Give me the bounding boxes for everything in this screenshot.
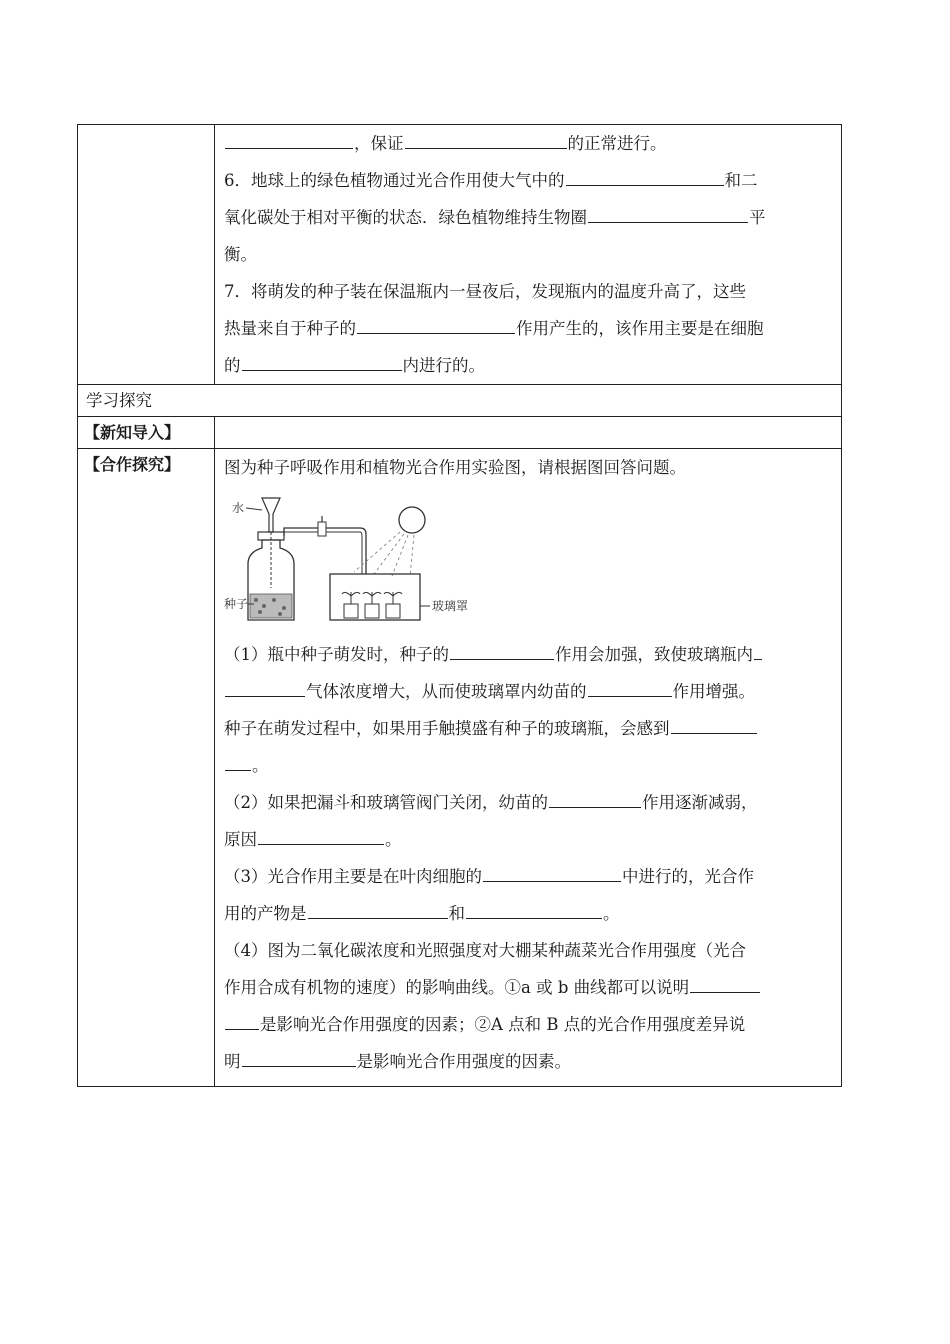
seed-dot	[272, 598, 276, 602]
text: 中进行的，光合作	[622, 867, 754, 886]
answer-blank[interactable]	[225, 752, 251, 771]
light-ray	[410, 535, 414, 576]
text: 作用逐渐减弱，	[642, 793, 758, 812]
text: 明	[224, 1052, 241, 1071]
new-knowledge-content-cell	[215, 417, 842, 449]
cooperative-question-4	[224, 932, 832, 1086]
new-knowledge-label-cell	[78, 417, 215, 449]
experiment-figure	[224, 492, 832, 632]
section-cell	[78, 385, 842, 417]
answer-blank[interactable]	[588, 204, 748, 223]
text: 7．将萌发的种子装在保温瓶内一昼夜后，发现瓶内的温度升高了，这些	[224, 282, 746, 301]
answer-blank[interactable]	[242, 1048, 356, 1067]
text: 衡。	[224, 245, 257, 264]
seed-dot	[254, 598, 258, 602]
seed-dot	[258, 610, 262, 614]
glass-cover-label: 玻璃罩	[432, 599, 469, 613]
light-ray	[392, 535, 408, 576]
text: 热量来自于种子的	[224, 319, 356, 338]
text: 。	[603, 904, 620, 923]
seed-dot	[278, 612, 282, 616]
cooperative-label-cell	[78, 449, 215, 1087]
question-7	[224, 273, 832, 384]
cooperative-label: 【合作探究】	[84, 455, 181, 474]
answer-blank[interactable]	[754, 641, 762, 660]
answer-blank[interactable]	[405, 130, 567, 149]
text: 用的产物是	[224, 904, 307, 923]
answer-blank[interactable]	[225, 130, 353, 149]
text: 原因	[224, 830, 257, 849]
light-ray	[374, 534, 404, 574]
valve-icon	[318, 522, 326, 536]
seed-label: 种子	[224, 597, 249, 611]
new-knowledge-row	[78, 417, 842, 449]
worksheet-table	[77, 124, 842, 1087]
pot-icon	[344, 604, 358, 618]
answer-blank[interactable]	[450, 641, 554, 660]
empty-label-cell	[78, 125, 215, 385]
text: 和	[448, 904, 465, 923]
water-pointer	[246, 508, 262, 510]
answer-blank[interactable]	[225, 678, 305, 697]
answer-blank[interactable]	[566, 167, 724, 186]
answer-blank[interactable]	[258, 826, 384, 845]
text: 作用会加强，致使玻璃瓶内	[555, 645, 753, 664]
text: 作用增强。	[672, 682, 755, 701]
pot-icon	[365, 604, 379, 618]
text: 。	[385, 830, 402, 849]
text: 。	[252, 756, 269, 775]
new-knowledge-label: 【新知导入】	[84, 423, 181, 442]
answer-blank[interactable]	[549, 789, 641, 808]
seedling-icon	[363, 592, 381, 604]
seed-dot	[262, 604, 266, 608]
cooperative-row	[78, 449, 842, 1087]
text: 的正常进行。	[567, 134, 667, 153]
pot-icon	[386, 604, 400, 618]
questions-row	[78, 125, 842, 385]
text: 氧化碳处于相对平衡的状态．绿色植物维持生物圈	[224, 208, 587, 227]
cooperative-content-cell	[215, 449, 842, 1087]
questions-cell	[215, 125, 842, 385]
light-ray	[354, 532, 400, 572]
text: 的	[224, 356, 241, 375]
text: （3）光合作用主要是在叶肉细胞的	[224, 867, 482, 886]
q5-continuation	[224, 125, 832, 162]
text: 作用产生的，该作用主要是在细胞	[516, 319, 764, 338]
text: （1）瓶中种子萌发时，种子的	[224, 645, 449, 664]
answer-blank[interactable]	[357, 315, 515, 334]
lamp-icon	[399, 507, 425, 533]
seeds-icon	[250, 594, 292, 618]
funnel-icon	[262, 498, 280, 532]
answer-blank[interactable]	[242, 352, 402, 371]
text: 和二	[724, 171, 758, 190]
text: 6．地球上的绿色植物通过光合作用使大气中的	[224, 171, 565, 190]
answer-blank[interactable]	[483, 863, 621, 882]
text: （2）如果把漏斗和玻璃管阀门关闭，幼苗的	[224, 793, 548, 812]
answer-blank[interactable]	[466, 900, 602, 919]
cooperative-question-1	[224, 636, 832, 784]
text: ，保证	[354, 134, 404, 153]
section-row	[78, 385, 842, 417]
experiment-diagram	[224, 492, 484, 632]
section-label: 学习探究	[86, 391, 152, 410]
text: 种子在萌发过程中，如果用手触摸盛有种子的玻璃瓶，会感到	[224, 719, 670, 738]
answer-blank[interactable]	[588, 678, 672, 697]
water-label: 水	[232, 501, 245, 515]
text: 作用合成有机物的速度）的影响曲线。①a 或 b 曲线都可以说明	[224, 978, 690, 997]
text: 平	[749, 208, 766, 227]
seedling-icon	[384, 592, 402, 604]
answer-blank[interactable]	[690, 974, 760, 993]
cooperative-question-3	[224, 858, 832, 932]
text: 是影响光合作用强度的因素。	[356, 1052, 571, 1071]
seedling-icon	[342, 592, 360, 604]
text: （4）图为二氧化碳浓度和光照强度对大棚某种蔬菜光合作用强度（光合	[224, 941, 746, 960]
answer-blank[interactable]	[671, 715, 757, 734]
answer-blank[interactable]	[225, 1011, 259, 1030]
cooperative-intro: 图为种子呼吸作用和植物光合作用实验图，请根据图回答问题。	[224, 458, 686, 477]
cooperative-question-2	[224, 784, 832, 858]
text: 气体浓度增大，从而使玻璃罩内幼苗的	[306, 682, 587, 701]
seed-dot	[282, 606, 286, 610]
answer-blank[interactable]	[308, 900, 448, 919]
text: 是影响光合作用强度的因素；②A 点和 B 点的光合作用强度差异说	[260, 1015, 746, 1034]
glass-tube-inner	[284, 532, 362, 574]
text: 内进行的。	[402, 356, 485, 375]
question-6	[224, 162, 832, 273]
